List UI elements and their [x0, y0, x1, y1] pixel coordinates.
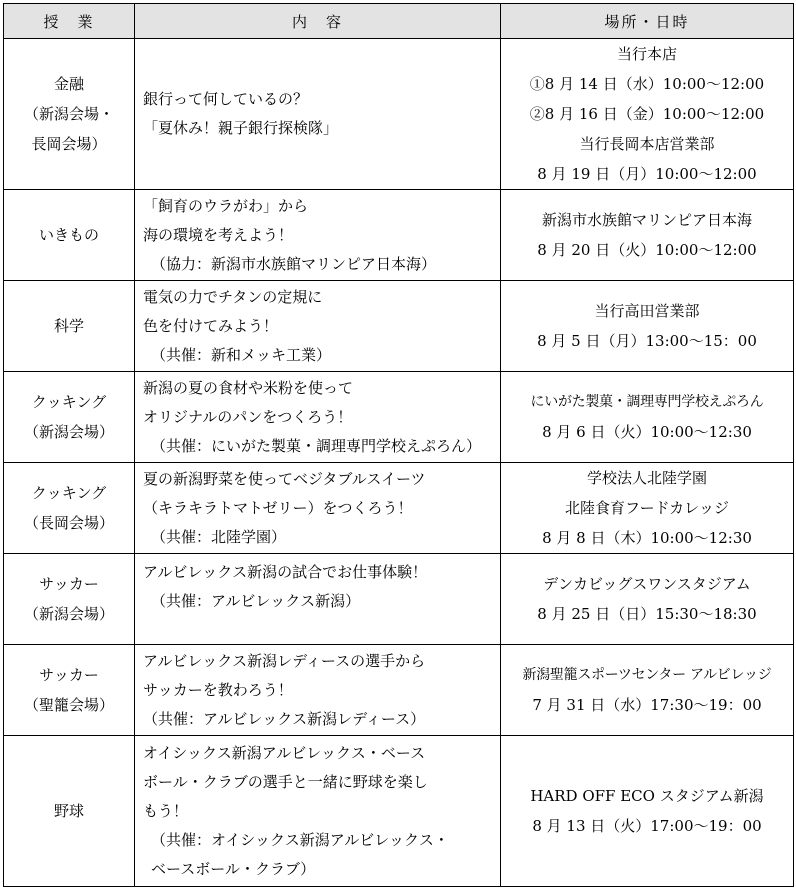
content-cell	[135, 554, 501, 645]
content-line: （キラキラトマトゼリー）をつくろう！	[143, 498, 413, 517]
place-cell	[501, 372, 794, 463]
subject-cell	[4, 190, 135, 281]
content-line: 新潟の夏の食材や米粉を使って	[143, 378, 354, 397]
subject-line: 長岡会場）	[31, 135, 107, 153]
content-cell	[135, 463, 501, 554]
place-line: 当行高田営業部	[594, 302, 700, 320]
content-cell	[135, 736, 501, 887]
place-line: 8 月 5 日（月）13:00～15：00	[537, 332, 757, 350]
content-line: オリジナルのパンをつくろう！	[143, 407, 353, 426]
content-line: 銀行って何しているの？	[143, 90, 309, 108]
place-line: 8 月 19 日（月）10:00～12:00	[537, 165, 757, 183]
content-cell	[135, 39, 501, 190]
place-cell	[501, 554, 794, 645]
content-note: ベースボール・クラブ）	[151, 859, 316, 878]
place-line: 8 月 25 日（日）15:30～18:30	[537, 605, 757, 623]
subject-line: （長岡会場）	[23, 514, 114, 532]
place-line: 8 月 20 日（火）10:00～12:00	[537, 241, 757, 259]
subject-cell	[4, 39, 135, 190]
content-line: 夏の新潟野菜を使ってベジタブルスイーツ	[143, 469, 426, 488]
place-line: 8 月 13 日（火）17:00～19：00	[532, 817, 762, 835]
place-line: 7 月 31 日（水）17:30～19：00	[532, 696, 762, 714]
place-cell	[501, 645, 794, 736]
place-cell	[501, 190, 794, 281]
subject-line: 科学	[53, 317, 84, 335]
header-place: 場所・日時	[501, 4, 794, 39]
table-row	[4, 372, 794, 463]
place-cell	[501, 39, 794, 190]
table-row	[4, 463, 794, 554]
header-content: 内 容	[135, 4, 501, 39]
place-line: 学校法人北陸学園	[586, 469, 707, 487]
content-line: ボール・クラブの選手と一緒に野球を楽し	[143, 772, 428, 791]
table-row	[4, 645, 794, 736]
content-note: （共催：アルビレックス新潟）	[151, 592, 361, 610]
place-cell	[501, 736, 794, 887]
subject-cell	[4, 554, 135, 645]
table-row	[4, 281, 794, 372]
content-line: オイシックス新潟アルビレックス・ベース	[143, 743, 426, 762]
content-line: サッカーを教わろう！	[143, 680, 293, 699]
schedule-table	[3, 3, 794, 887]
table-row	[4, 736, 794, 887]
place-line: 8 月 8 日（木）10:00～12:30	[542, 529, 752, 547]
content-cell	[135, 190, 501, 281]
place-line: 当行本店	[616, 45, 677, 63]
subject-cell	[4, 736, 135, 887]
subject-line: クッキング	[31, 393, 107, 411]
place-line: ②8 月 16 日（金）10:00～12:00	[529, 105, 765, 123]
content-cell	[135, 645, 501, 736]
content-cell	[135, 372, 501, 463]
content-note: （共催：アルビレックス新潟レディース）	[143, 709, 426, 728]
content-line: 海の環境を考えよう！	[143, 225, 294, 244]
header-subject: 授 業	[4, 4, 135, 39]
place-line: 新潟市水族館マリンピア日本海	[541, 211, 752, 229]
subject-line: サッカー	[39, 666, 99, 684]
content-cell	[135, 281, 501, 372]
content-note: （共催：にいがた製菓・調理専門学校えぷろん）	[151, 436, 482, 455]
place-line: デンカビッグスワンスタジアム	[543, 575, 751, 593]
place-line: 当行長岡本店営業部	[579, 135, 715, 153]
subject-cell	[4, 463, 135, 554]
subject-line: 野球	[53, 802, 84, 820]
place-line: HARD OFF ECO スタジアム新潟	[530, 787, 764, 805]
content-note: （協力：新潟市水族館マリンピア日本海）	[151, 254, 437, 273]
subject-cell	[4, 645, 135, 736]
content-note: （共催：新和メッキ工業）	[151, 345, 332, 364]
content-note: （共催：オイシックス新潟アルビレックス・	[151, 830, 449, 849]
table-row	[4, 39, 794, 190]
header-row	[4, 4, 794, 39]
place-line: 新潟聖籠スポーツセンター アルビレッジ	[522, 667, 772, 683]
subject-line: （新潟会場・	[23, 105, 114, 123]
content-line: 「夏休み！親子銀行探検隊」	[143, 119, 339, 137]
place-line: 北陸食育フードカレッジ	[565, 499, 729, 517]
place-line: にいがた製菓・調理専門学校えぷろん	[530, 394, 764, 410]
subject-line: （聖籠会場）	[23, 696, 114, 714]
subject-line: クッキング	[31, 484, 107, 502]
content-note: （共催：北陸学園）	[151, 527, 287, 546]
content-line: 「飼育のウラがわ」から	[143, 196, 309, 215]
place-line: ①8 月 14 日（水）10:00～12:00	[529, 75, 765, 93]
table-row	[4, 554, 794, 645]
subject-line: （新潟会場）	[23, 423, 114, 441]
place-cell	[501, 463, 794, 554]
subject-line: 金融	[53, 75, 84, 93]
content-line: もう！	[143, 801, 189, 820]
subject-cell	[4, 281, 135, 372]
table-row	[4, 190, 794, 281]
content-line: 電気の力でチタンの定規に	[143, 287, 323, 306]
place-cell	[501, 281, 794, 372]
content-line: アルビレックス新潟レディースの選手から	[143, 651, 426, 670]
content-line: アルビレックス新潟の試合でお仕事体験！	[143, 563, 428, 581]
subject-line: （新潟会場）	[23, 605, 114, 623]
subject-line: いきもの	[38, 226, 99, 244]
place-line: 8 月 6 日（火）10:00～12:30	[542, 423, 752, 441]
content-line: 色を付けてみよう！	[143, 316, 279, 335]
subject-cell	[4, 372, 135, 463]
subject-line: サッカー	[39, 575, 99, 593]
